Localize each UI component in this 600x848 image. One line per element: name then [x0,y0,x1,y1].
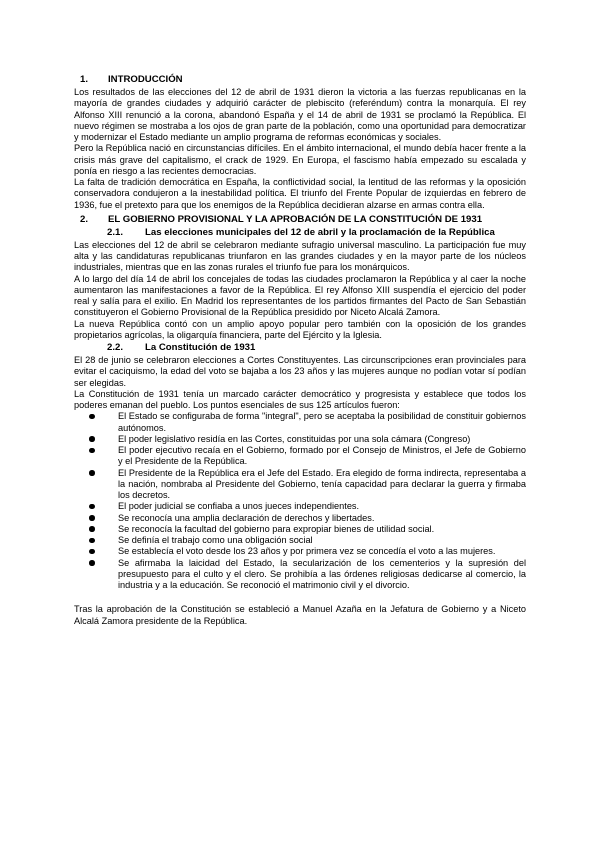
section-title: INTRODUCCIÓN [108,74,183,85]
subsection-title: Las elecciones municipales del 12 de abril y la proclamación de la República [145,226,495,238]
bullet-icon [89,436,95,442]
bullet-icon [89,538,95,544]
list-item [74,513,526,524]
list-item [74,524,526,535]
subsection-heading-constitucion [74,342,526,354]
list-item [74,411,526,434]
section-title: EL GOBIERNO PROVISIONAL Y LA APROBACIÓN DE LA CONSTITUCIÓN DE 1931 [108,213,483,225]
bullet-icon [89,560,95,566]
spacer [74,591,526,604]
list-item-text: Se definía el trabajo como una obligación social [118,535,313,545]
list-item-text: El poder legislativo residía en las Cortes, constituidas por una sola cámara (Congreso) [118,433,471,444]
bullet-icon [89,504,95,510]
document-body [74,73,526,627]
closing-paragraph: Tras la aprobación de la Constitución se estableció a Manuel Azaña en la Jefatura de Gobierno y a Niceto Alcalá Zamora presidente de la República. [74,604,526,626]
paragraph: Pero la República nació en circunstancias difíciles. En el ámbito internacional, el mundo debía hacer frente a la crisis más grave del capitalismo, el crack de 1929. En Europa, el fascismo había empezado su escalada y ponía en riesgo a las recientes democracias. [74,143,526,176]
bullet-icon [89,549,95,555]
list-item-text: El Estado se configuraba de forma "integral", pero se aceptaba la posibilidad de constituir gobiernos autónomos. [118,411,526,433]
subsection-number: 2.2. [107,342,124,353]
subsection-number: 2.1. [107,226,124,238]
paragraph: Las elecciones del 12 de abril se celebraron mediante sufragio universal masculino. La participación fue muy alta y las candidaturas republicanas triunfaron en las grandes ciudades y en la mayor parte de los núcleos industriales, mientras que en las zonas rurales el triunfo fue para los monárquicos. [74,239,526,273]
paragraph: A lo largo del día 14 de abril los concejales de todas las ciudades proclamaron la República y al caer la noche aumentaron las manifestaciones a favor de la República. El rey Alfonso XIII suspendía el ejercicio del poder real y salía para el exilio. En Madrid los representantes de los partidos firmantes del Pacto de San Sebastián constituyeron el Gobierno Provisional de la República presidido por Niceto Alcalá Zamora. [74,273,526,318]
list-item-text: Se reconocía la facultad del gobierno para expropiar bienes de utilidad social. [118,523,435,534]
paragraph: La falta de tradición democrática en España, la conflictividad social, la lentitud de las reformas y la oposición conservadora condujeron a la inestabilidad política. El triunfo del Frente Popular de izquierdas en febrero de 1936, fue el pretexto para que los enemigos de la República decidieran alzarse en armas contra ella. [74,177,526,210]
list-item [74,558,526,592]
list-item-text: El Presidente de la República era el Jefe del Estado. Era elegido de forma indirecta, representaba a la nación, nombraba al Presidente del Gobierno, tenía capacidad para declarar la guerra y firmaba los decretos. [118,467,526,500]
constitution-points-list [74,411,526,591]
section-heading-gobierno-provisional [74,213,526,226]
bullet-icon [89,414,95,420]
subsection-title: La Constitución de 1931 [145,342,256,353]
bullet-icon [89,526,95,532]
paragraph: El 28 de junio se celebraron elecciones a Cortes Constituyentes. Las circunscripciones eran provinciales para evitar el caciquismo, la edad del voto se bajaba a los 23 años y las mujeres aunque no podían votar sí podían ser elegidas. [74,355,526,388]
bullet-icon [89,470,95,476]
paragraph: La Constitución de 1931 tenía un marcado carácter democrático y progresista y establece que todos los poderes emanan del pueblo. Los puntos esenciales de sus 125 artículos fueron: [74,388,526,410]
list-item-text: Se afirmaba la laicidad del Estado, la secularización de los cementerios y la supresión del presupuesto para el culto y el clero. Se prohibía a las órdenes religiosas dedicarse al comercio, la industria y a la educación. Se reconoció el matrimonio civil y el divorcio. [118,557,526,590]
list-item [74,546,526,557]
list-item [74,445,526,468]
list-item-text: El poder judicial se confiaba a unos jueces independientes. [118,501,360,512]
bullet-icon [89,448,95,454]
subsection-heading-elecciones [74,227,526,239]
list-item [74,501,526,512]
list-item-text: Se establecía el voto desde los 23 años y por primera vez se concedía el voto a las mujeres. [118,546,496,557]
section-number: 1. [80,74,89,85]
paragraph: Los resultados de las elecciones del 12 de abril de 1931 dieron la victoria a las fuerzas republicanas en la mayoría de grandes ciudades y adquirió carácter de plebiscito (referéndum) contra la monarquía. El rey Alfonso XIII renunció a la corona, abandonó España y el 14 de abril de 1931 se proclamó la República. El nuevo régimen se mostraba a los ojos de gran parte de la población, como una oportunidad para democratizar y modernizar el Estado mediante un amplio programa de reformas económicas y sociales. [74,87,526,142]
list-item [74,468,526,502]
section-number: 2. [80,213,89,225]
list-item-text: El poder ejecutivo recaía en el Gobierno, formado por el Consejo de Ministros, el Jefe de Gobierno y el Presidente de la República. [118,445,526,467]
list-item-text: Se reconocía una amplia declaración de derechos y libertades. [118,512,375,523]
list-item [74,535,526,546]
section-heading-introduccion [74,73,526,86]
paragraph: La nueva República contó con un amplio apoyo popular pero también con la oposición de los grandes propietarios agrícolas, la oligarquía financiera, parte del Ejército y la Iglesia. [74,318,526,340]
bullet-icon [89,515,95,521]
list-item [74,434,526,445]
